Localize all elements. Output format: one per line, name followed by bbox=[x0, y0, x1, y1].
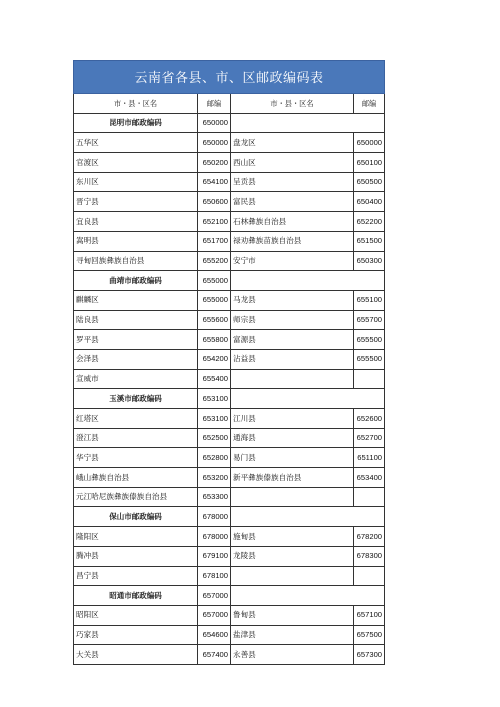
district-code-right bbox=[354, 369, 385, 389]
district-code-left: 678000 bbox=[198, 527, 231, 547]
district-code-right: 655700 bbox=[354, 310, 385, 330]
district-name-right: 江川县 bbox=[231, 409, 354, 429]
district-code-left: 652500 bbox=[198, 428, 231, 448]
district-name-right: 富源县 bbox=[231, 330, 354, 350]
district-code-right: 652700 bbox=[354, 428, 385, 448]
district-name-right: 盘龙区 bbox=[231, 133, 354, 153]
district-name-left: 澄江县 bbox=[74, 428, 198, 448]
district-name-left: 隆阳区 bbox=[74, 527, 198, 547]
postcode-table bbox=[73, 60, 385, 665]
district-name-left: 红塔区 bbox=[74, 409, 198, 429]
district-name-right: 新平彝族傣族自治县 bbox=[231, 468, 354, 488]
district-code-right bbox=[354, 487, 385, 507]
table-row bbox=[74, 605, 385, 625]
district-name-left: 华宁县 bbox=[74, 448, 198, 468]
district-code-left: 650200 bbox=[198, 153, 231, 173]
table-row bbox=[74, 212, 385, 232]
district-name-right: 石林彝族自治县 bbox=[231, 212, 354, 232]
header-place-right: 市・县・区名 bbox=[231, 94, 354, 114]
district-name-right: 师宗县 bbox=[231, 310, 354, 330]
table-row bbox=[74, 192, 385, 212]
empty-cell bbox=[231, 113, 385, 133]
district-code-left: 653100 bbox=[198, 409, 231, 429]
empty-cell bbox=[231, 271, 385, 291]
district-code-left: 655800 bbox=[198, 330, 231, 350]
district-code-left: 650000 bbox=[198, 133, 231, 153]
city-code: 650000 bbox=[198, 113, 231, 133]
district-name-right: 沾益县 bbox=[231, 349, 354, 369]
district-code-left: 655400 bbox=[198, 369, 231, 389]
city-code: 655000 bbox=[198, 271, 231, 291]
table-row bbox=[74, 251, 385, 271]
table-row bbox=[74, 409, 385, 429]
district-code-right: 650000 bbox=[354, 133, 385, 153]
district-name-right: 龙陵县 bbox=[231, 546, 354, 566]
empty-cell bbox=[231, 586, 385, 606]
table-row bbox=[74, 172, 385, 192]
district-name-left: 会泽县 bbox=[74, 349, 198, 369]
district-name-right: 马龙县 bbox=[231, 290, 354, 310]
district-code-right: 653400 bbox=[354, 468, 385, 488]
district-code-left: 655000 bbox=[198, 290, 231, 310]
district-name-left: 五华区 bbox=[74, 133, 198, 153]
empty-cell bbox=[231, 507, 385, 527]
city-name: 玉溪市邮政编码 bbox=[74, 389, 198, 409]
district-name-right: 安宁市 bbox=[231, 251, 354, 271]
district-name-right bbox=[231, 369, 354, 389]
district-code-right: 657100 bbox=[354, 605, 385, 625]
district-name-right: 永善县 bbox=[231, 645, 354, 665]
city-row bbox=[74, 113, 385, 133]
district-code-left: 653300 bbox=[198, 487, 231, 507]
district-code-right: 652600 bbox=[354, 409, 385, 429]
header-place-left: 市・县・区名 bbox=[74, 94, 198, 114]
city-name: 曲靖市邮政编码 bbox=[74, 271, 198, 291]
empty-cell bbox=[231, 389, 385, 409]
district-name-left: 大关县 bbox=[74, 645, 198, 665]
city-code: 653100 bbox=[198, 389, 231, 409]
district-code-left: 651700 bbox=[198, 231, 231, 251]
district-code-left: 678100 bbox=[198, 566, 231, 586]
district-code-right: 657300 bbox=[354, 645, 385, 665]
district-name-left: 昭阳区 bbox=[74, 605, 198, 625]
city-code: 657000 bbox=[198, 586, 231, 606]
table-row bbox=[74, 448, 385, 468]
district-code-right: 650500 bbox=[354, 172, 385, 192]
district-code-left: 653200 bbox=[198, 468, 231, 488]
district-code-right: 650100 bbox=[354, 153, 385, 173]
city-row bbox=[74, 271, 385, 291]
district-code-left: 657000 bbox=[198, 605, 231, 625]
district-name-right bbox=[231, 487, 354, 507]
table-row bbox=[74, 369, 385, 389]
district-code-left: 654600 bbox=[198, 625, 231, 645]
district-code-right: 678300 bbox=[354, 546, 385, 566]
title-row bbox=[74, 61, 385, 94]
district-name-right: 盐津县 bbox=[231, 625, 354, 645]
district-code-left: 654100 bbox=[198, 172, 231, 192]
city-name: 昭通市邮政编码 bbox=[74, 586, 198, 606]
table-row bbox=[74, 468, 385, 488]
city-row bbox=[74, 586, 385, 606]
district-name-right bbox=[231, 566, 354, 586]
district-name-left: 元江哈尼族彝族傣族自治县 bbox=[74, 487, 198, 507]
table-row bbox=[74, 310, 385, 330]
table-row bbox=[74, 133, 385, 153]
city-row bbox=[74, 389, 385, 409]
table-row bbox=[74, 625, 385, 645]
district-name-right: 富民县 bbox=[231, 192, 354, 212]
city-code: 678000 bbox=[198, 507, 231, 527]
district-name-left: 寻甸回族彝族自治县 bbox=[74, 251, 198, 271]
city-row bbox=[74, 507, 385, 527]
header-row bbox=[74, 94, 385, 114]
table-row bbox=[74, 566, 385, 586]
district-code-left: 655600 bbox=[198, 310, 231, 330]
table-row bbox=[74, 153, 385, 173]
district-code-right: 657500 bbox=[354, 625, 385, 645]
district-code-right: 678200 bbox=[354, 527, 385, 547]
district-code-left: 655200 bbox=[198, 251, 231, 271]
table-row bbox=[74, 546, 385, 566]
district-name-left: 罗平县 bbox=[74, 330, 198, 350]
city-name: 保山市邮政编码 bbox=[74, 507, 198, 527]
district-code-left: 652800 bbox=[198, 448, 231, 468]
district-name-left: 昌宁县 bbox=[74, 566, 198, 586]
district-name-left: 宜良县 bbox=[74, 212, 198, 232]
table-row bbox=[74, 487, 385, 507]
district-code-right: 652200 bbox=[354, 212, 385, 232]
header-code-left: 邮编 bbox=[198, 94, 231, 114]
district-code-right: 651500 bbox=[354, 231, 385, 251]
district-name-right: 施甸县 bbox=[231, 527, 354, 547]
table-title: 云南省各县、市、区邮政编码表 bbox=[74, 61, 385, 94]
district-code-right: 650400 bbox=[354, 192, 385, 212]
district-name-left: 东川区 bbox=[74, 172, 198, 192]
table-row bbox=[74, 290, 385, 310]
district-code-right bbox=[354, 566, 385, 586]
district-name-left: 宣威市 bbox=[74, 369, 198, 389]
district-name-right: 通海县 bbox=[231, 428, 354, 448]
table-row bbox=[74, 231, 385, 251]
district-name-right: 西山区 bbox=[231, 153, 354, 173]
table-row bbox=[74, 527, 385, 547]
table-row bbox=[74, 645, 385, 665]
district-name-right: 禄劝彝族苗族自治县 bbox=[231, 231, 354, 251]
district-name-left: 陆良县 bbox=[74, 310, 198, 330]
district-code-left: 652100 bbox=[198, 212, 231, 232]
district-name-left: 麒麟区 bbox=[74, 290, 198, 310]
district-code-left: 679100 bbox=[198, 546, 231, 566]
district-code-right: 655500 bbox=[354, 330, 385, 350]
header-code-right: 邮编 bbox=[354, 94, 385, 114]
table-row bbox=[74, 330, 385, 350]
district-name-left: 巧家县 bbox=[74, 625, 198, 645]
district-name-left: 腾冲县 bbox=[74, 546, 198, 566]
district-code-left: 657400 bbox=[198, 645, 231, 665]
district-code-left: 650600 bbox=[198, 192, 231, 212]
district-name-left: 晋宁县 bbox=[74, 192, 198, 212]
district-code-right: 651100 bbox=[354, 448, 385, 468]
table-row bbox=[74, 428, 385, 448]
district-name-right: 呈贡县 bbox=[231, 172, 354, 192]
city-name: 昆明市邮政编码 bbox=[74, 113, 198, 133]
district-name-right: 易门县 bbox=[231, 448, 354, 468]
district-name-right: 鲁甸县 bbox=[231, 605, 354, 625]
district-code-right: 650300 bbox=[354, 251, 385, 271]
district-name-left: 峨山彝族自治县 bbox=[74, 468, 198, 488]
district-name-left: 官渡区 bbox=[74, 153, 198, 173]
district-code-right: 655500 bbox=[354, 349, 385, 369]
district-code-right: 655100 bbox=[354, 290, 385, 310]
table-row bbox=[74, 349, 385, 369]
district-code-left: 654200 bbox=[198, 349, 231, 369]
district-name-left: 嵩明县 bbox=[74, 231, 198, 251]
